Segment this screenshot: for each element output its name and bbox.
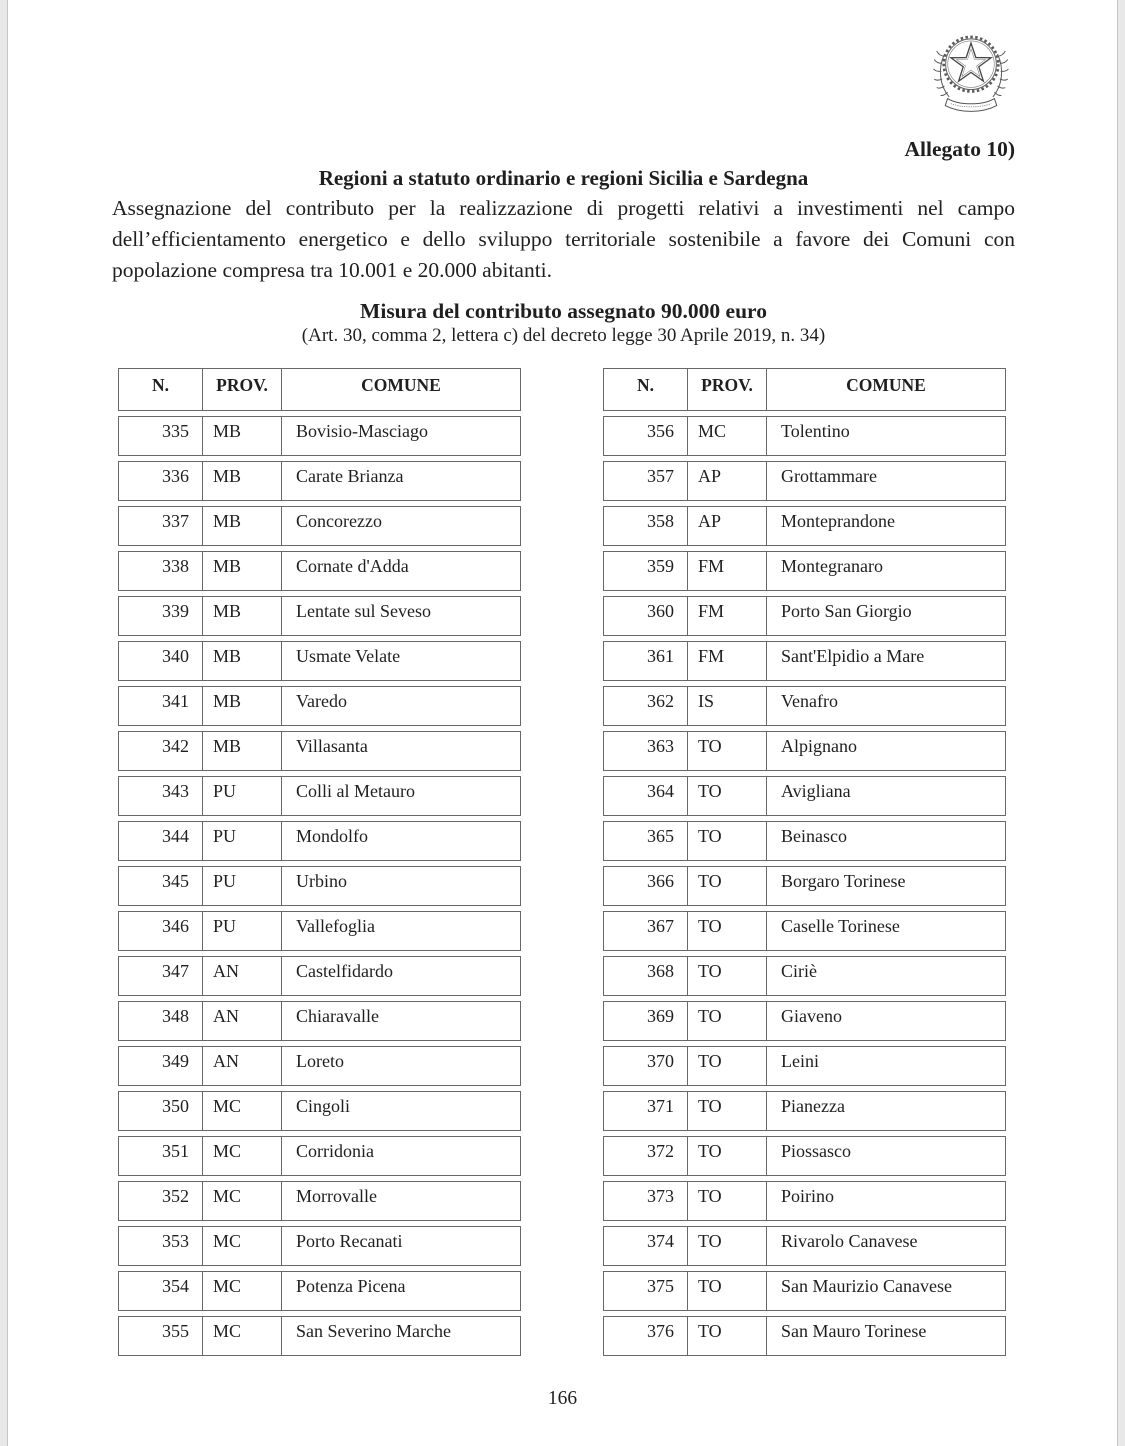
cell-comune: Rivarolo Canavese bbox=[781, 1231, 918, 1251]
cell-n: 374 bbox=[604, 1227, 688, 1265]
cell-comune: San Maurizio Canavese bbox=[781, 1276, 952, 1296]
cell-prov: TO bbox=[688, 1182, 767, 1220]
cell-comune: Alpignano bbox=[781, 736, 857, 756]
cell-n: 353 bbox=[119, 1227, 203, 1265]
cell-n: 373 bbox=[604, 1182, 688, 1220]
cell-n: 364 bbox=[604, 777, 688, 815]
table-row bbox=[118, 911, 521, 951]
cell-n: 363 bbox=[604, 732, 688, 770]
page-left-edge bbox=[0, 0, 8, 1446]
cell-prov: MB bbox=[203, 597, 282, 635]
cell-prov: TO bbox=[688, 912, 767, 950]
document-paragraph: Assegnazione del contributo per la realizzazione di progetti relativi a investimenti nel campo dell’efficientamento energetico e dello sviluppo territoriale sostenibile a favore dei Comuni con popolazione compresa tra 10.001 e 20.000 abitanti. bbox=[112, 196, 1015, 282]
cell-prov: PU bbox=[203, 867, 282, 905]
cell-prov: MC bbox=[203, 1317, 282, 1355]
cell-n: 337 bbox=[119, 507, 203, 545]
table-row bbox=[603, 1136, 1006, 1176]
cell-prov: TO bbox=[688, 1092, 767, 1130]
cell-n: 347 bbox=[119, 957, 203, 995]
cell-n: 357 bbox=[604, 462, 688, 500]
cell-prov: MB bbox=[203, 642, 282, 680]
cell-comune: Lentate sul Seveso bbox=[296, 601, 431, 621]
column-header-n: N. bbox=[604, 369, 688, 410]
table-row bbox=[118, 1091, 521, 1131]
table-row bbox=[118, 461, 521, 501]
cell-comune: Vallefoglia bbox=[296, 916, 375, 936]
document-content bbox=[112, 0, 1015, 347]
cell-comune: Urbino bbox=[296, 871, 347, 891]
cell-comune: Cingoli bbox=[296, 1096, 351, 1116]
cell-prov: IS bbox=[688, 687, 767, 725]
cell-prov: PU bbox=[203, 822, 282, 860]
cell-n: 362 bbox=[604, 687, 688, 725]
cell-comune: Montegranaro bbox=[781, 556, 883, 576]
cell-comune: Castelfidardo bbox=[296, 961, 393, 981]
table-row bbox=[118, 1316, 521, 1356]
table-row bbox=[118, 776, 521, 816]
law-reference-note: (Art. 30, comma 2, lettera c) del decreto legge 30 Aprile 2019, n. 34) bbox=[301, 325, 826, 346]
tables-container bbox=[118, 368, 1006, 1361]
cell-n: 338 bbox=[119, 552, 203, 590]
cell-n: 352 bbox=[119, 1182, 203, 1220]
cell-comune: Mondolfo bbox=[296, 826, 368, 846]
cell-comune: Usmate Velate bbox=[296, 646, 401, 666]
cell-prov: MB bbox=[203, 417, 282, 455]
cell-prov: AP bbox=[688, 507, 767, 545]
cell-n: 359 bbox=[604, 552, 688, 590]
table-row bbox=[118, 956, 521, 996]
cell-prov: TO bbox=[688, 1227, 767, 1265]
cell-comune: Pianezza bbox=[781, 1096, 845, 1116]
table-row bbox=[603, 686, 1006, 726]
table-row bbox=[118, 1181, 521, 1221]
cell-prov: AN bbox=[203, 1047, 282, 1085]
cell-prov: TO bbox=[688, 1002, 767, 1040]
page-right-edge bbox=[1117, 0, 1125, 1446]
cell-comune: Borgaro Torinese bbox=[781, 871, 906, 891]
cell-n: 371 bbox=[604, 1092, 688, 1130]
document-title: Regioni a statuto ordinario e regioni Sicilia e Sardegna bbox=[318, 166, 809, 190]
table-row bbox=[603, 1271, 1006, 1311]
cell-prov: MC bbox=[203, 1182, 282, 1220]
cell-comune: Loreto bbox=[296, 1051, 344, 1071]
column-header-prov: PROV. bbox=[688, 369, 767, 410]
cell-comune: San Severino Marche bbox=[296, 1321, 451, 1341]
table-row bbox=[118, 866, 521, 906]
cell-prov: MC bbox=[203, 1092, 282, 1130]
table-row bbox=[118, 821, 521, 861]
cell-n: 372 bbox=[604, 1137, 688, 1175]
cell-n: 368 bbox=[604, 957, 688, 995]
table-row bbox=[603, 1316, 1006, 1356]
column-header-prov: PROV. bbox=[203, 369, 282, 410]
cell-n: 358 bbox=[604, 507, 688, 545]
cell-n: 348 bbox=[119, 1002, 203, 1040]
cell-prov: FM bbox=[688, 597, 767, 635]
table-row bbox=[603, 1001, 1006, 1041]
cell-prov: MC bbox=[203, 1227, 282, 1265]
cell-comune: Potenza Picena bbox=[296, 1276, 406, 1296]
cell-prov: AN bbox=[203, 1002, 282, 1040]
table-row bbox=[603, 821, 1006, 861]
cell-n: 345 bbox=[119, 867, 203, 905]
cell-comune: Corridonia bbox=[296, 1141, 374, 1161]
cell-comune: Giaveno bbox=[781, 1006, 842, 1026]
cell-prov: FM bbox=[688, 552, 767, 590]
column-header-comune: COMUNE bbox=[846, 375, 926, 395]
cell-comune: Colli al Metauro bbox=[296, 781, 415, 801]
table-row bbox=[603, 461, 1006, 501]
contribution-subtitle: Misura del contributo assegnato 90.000 euro bbox=[360, 299, 767, 323]
cell-prov: TO bbox=[688, 1317, 767, 1355]
table-row bbox=[118, 731, 521, 771]
table-row bbox=[118, 1046, 521, 1086]
cell-prov: TO bbox=[688, 777, 767, 815]
table-row bbox=[118, 596, 521, 636]
table-row bbox=[603, 1046, 1006, 1086]
cell-comune: Leini bbox=[781, 1051, 819, 1071]
cell-n: 367 bbox=[604, 912, 688, 950]
table-row bbox=[118, 641, 521, 681]
cell-prov: TO bbox=[688, 732, 767, 770]
cell-n: 355 bbox=[119, 1317, 203, 1355]
cell-comune: Chiaravalle bbox=[296, 1006, 379, 1026]
cell-n: 370 bbox=[604, 1047, 688, 1085]
cell-n: 361 bbox=[604, 642, 688, 680]
cell-n: 335 bbox=[119, 417, 203, 455]
table-row bbox=[603, 776, 1006, 816]
cell-n: 351 bbox=[119, 1137, 203, 1175]
table-row bbox=[118, 1226, 521, 1266]
table-left bbox=[118, 368, 521, 1361]
table-row bbox=[118, 686, 521, 726]
cell-prov: AP bbox=[688, 462, 767, 500]
cell-comune: Grottammare bbox=[781, 466, 877, 486]
cell-comune: Varedo bbox=[296, 691, 347, 711]
table-row bbox=[603, 596, 1006, 636]
table-row bbox=[603, 416, 1006, 456]
cell-comune: Tolentino bbox=[781, 421, 850, 441]
cell-comune: Concorezzo bbox=[296, 511, 382, 531]
cell-prov: MB bbox=[203, 732, 282, 770]
table-header-row bbox=[118, 368, 521, 411]
cell-comune: Monteprandone bbox=[781, 511, 895, 531]
cell-n: 336 bbox=[119, 462, 203, 500]
cell-prov: TO bbox=[688, 867, 767, 905]
table-row bbox=[603, 911, 1006, 951]
cell-comune: Ciriè bbox=[781, 961, 817, 981]
table-row bbox=[118, 1001, 521, 1041]
table-row bbox=[603, 1181, 1006, 1221]
cell-n: 369 bbox=[604, 1002, 688, 1040]
cell-n: 356 bbox=[604, 417, 688, 455]
cell-n: 341 bbox=[119, 687, 203, 725]
cell-comune: Villasanta bbox=[296, 736, 368, 756]
table-row bbox=[118, 1271, 521, 1311]
cell-comune: Sant'Elpidio a Mare bbox=[781, 646, 925, 666]
column-header-n: N. bbox=[119, 369, 203, 410]
table-header-row bbox=[603, 368, 1006, 411]
table-row bbox=[603, 1226, 1006, 1266]
cell-comune: Carate Brianza bbox=[296, 466, 404, 486]
cell-prov: MB bbox=[203, 687, 282, 725]
table-body bbox=[603, 416, 1006, 1356]
cell-prov: MC bbox=[203, 1137, 282, 1175]
cell-n: 366 bbox=[604, 867, 688, 905]
cell-n: 375 bbox=[604, 1272, 688, 1310]
cell-comune: Piossasco bbox=[781, 1141, 852, 1161]
cell-n: 342 bbox=[119, 732, 203, 770]
cell-prov: PU bbox=[203, 912, 282, 950]
table-body bbox=[118, 416, 521, 1356]
cell-comune: San Mauro Torinese bbox=[781, 1321, 927, 1341]
table-row bbox=[603, 866, 1006, 906]
cell-prov: TO bbox=[688, 1047, 767, 1085]
table-row bbox=[603, 956, 1006, 996]
cell-prov: FM bbox=[688, 642, 767, 680]
table-row bbox=[118, 506, 521, 546]
cell-n: 350 bbox=[119, 1092, 203, 1130]
cell-prov: PU bbox=[203, 777, 282, 815]
table-row bbox=[603, 731, 1006, 771]
cell-prov: MC bbox=[203, 1272, 282, 1310]
cell-comune: Poirino bbox=[781, 1186, 835, 1206]
cell-prov: MB bbox=[203, 462, 282, 500]
cell-n: 354 bbox=[119, 1272, 203, 1310]
table-row bbox=[603, 551, 1006, 591]
cell-n: 376 bbox=[604, 1317, 688, 1355]
cell-n: 349 bbox=[119, 1047, 203, 1085]
table-right bbox=[603, 368, 1006, 1361]
cell-comune: Caselle Torinese bbox=[781, 916, 900, 936]
table-row bbox=[118, 416, 521, 456]
cell-n: 339 bbox=[119, 597, 203, 635]
cell-comune: Morrovalle bbox=[296, 1186, 377, 1206]
table-row bbox=[603, 1091, 1006, 1131]
cell-comune: Porto San Giorgio bbox=[781, 601, 912, 621]
table-row bbox=[603, 641, 1006, 681]
cell-comune: Avigliana bbox=[781, 781, 851, 801]
cell-comune: Venafro bbox=[781, 691, 838, 711]
table-row bbox=[603, 506, 1006, 546]
cell-n: 346 bbox=[119, 912, 203, 950]
cell-comune: Porto Recanati bbox=[296, 1231, 403, 1251]
cell-prov: TO bbox=[688, 1272, 767, 1310]
cell-comune: Bovisio-Masciago bbox=[296, 421, 428, 441]
cell-prov: MB bbox=[203, 552, 282, 590]
cell-prov: TO bbox=[688, 1137, 767, 1175]
cell-comune: Cornate d'Adda bbox=[296, 556, 409, 576]
cell-prov: AN bbox=[203, 957, 282, 995]
cell-n: 360 bbox=[604, 597, 688, 635]
table-row bbox=[118, 1136, 521, 1176]
cell-prov: TO bbox=[688, 957, 767, 995]
cell-n: 340 bbox=[119, 642, 203, 680]
column-header-comune: COMUNE bbox=[361, 375, 441, 395]
cell-prov: MC bbox=[688, 417, 767, 455]
cell-n: 365 bbox=[604, 822, 688, 860]
cell-prov: TO bbox=[688, 822, 767, 860]
page-number: 166 bbox=[547, 1388, 578, 1409]
cell-n: 344 bbox=[119, 822, 203, 860]
table-row bbox=[118, 551, 521, 591]
cell-prov: MB bbox=[203, 507, 282, 545]
cell-comune: Beinasco bbox=[781, 826, 847, 846]
attachment-label: Allegato 10) bbox=[904, 137, 1015, 161]
cell-n: 343 bbox=[119, 777, 203, 815]
